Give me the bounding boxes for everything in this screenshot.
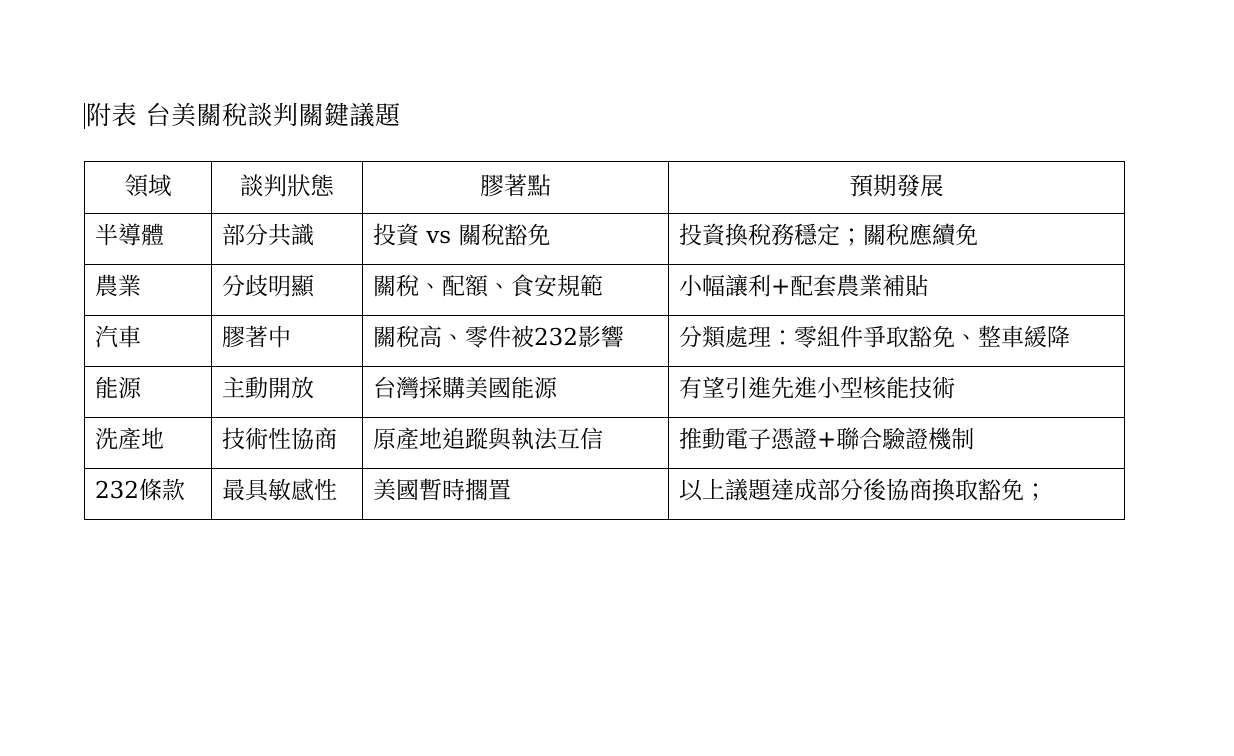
cell-domain: 半導體 [85, 214, 212, 265]
cell-status: 部分共識 [212, 214, 363, 265]
cell-sticking-point: 投資 vs 關稅豁免 [363, 214, 669, 265]
page-title [84, 100, 400, 131]
page-title-text: 附表 台美關稅談判關鍵議題 [86, 101, 401, 130]
table-body [85, 214, 1125, 520]
cell-domain: 農業 [85, 265, 212, 316]
cell-expected: 小幅讓利+配套農業補貼 [669, 265, 1125, 316]
cell-sticking-point: 台灣採購美國能源 [363, 367, 669, 418]
table-header [85, 162, 1125, 214]
table-row [85, 469, 1125, 520]
cell-domain: 232條款 [85, 469, 212, 520]
table-row [85, 418, 1125, 469]
cell-status: 最具敏感性 [212, 469, 363, 520]
cell-sticking-point: 美國暫時擱置 [363, 469, 669, 520]
cell-domain: 洗產地 [85, 418, 212, 469]
negotiation-issues-table [84, 161, 1125, 520]
text-caret [84, 103, 85, 129]
column-header-expected: 預期發展 [669, 162, 1125, 214]
column-header-domain: 領域 [85, 162, 212, 214]
cell-status: 技術性協商 [212, 418, 363, 469]
column-header-sticking-point: 膠著點 [363, 162, 669, 214]
cell-status: 膠著中 [212, 316, 363, 367]
table-row [85, 367, 1125, 418]
table-row [85, 265, 1125, 316]
column-header-status: 談判狀態 [212, 162, 363, 214]
table-row [85, 316, 1125, 367]
cell-sticking-point: 關稅、配額、食安規範 [363, 265, 669, 316]
cell-expected: 分類處理：零組件爭取豁免、整車緩降 [669, 316, 1125, 367]
cell-expected: 以上議題達成部分後協商換取豁免； [669, 469, 1125, 520]
cell-sticking-point: 原產地追蹤與執法互信 [363, 418, 669, 469]
cell-domain: 汽車 [85, 316, 212, 367]
cell-sticking-point: 關稅高、零件被232影響 [363, 316, 669, 367]
cell-domain: 能源 [85, 367, 212, 418]
table-row [85, 214, 1125, 265]
cell-expected: 推動電子憑證+聯合驗證機制 [669, 418, 1125, 469]
cell-status: 主動開放 [212, 367, 363, 418]
cell-expected: 有望引進先進小型核能技術 [669, 367, 1125, 418]
table-container [84, 161, 1124, 520]
cell-status: 分歧明顯 [212, 265, 363, 316]
cell-expected: 投資換稅務穩定；關稅應續免 [669, 214, 1125, 265]
table-header-row [85, 162, 1125, 214]
